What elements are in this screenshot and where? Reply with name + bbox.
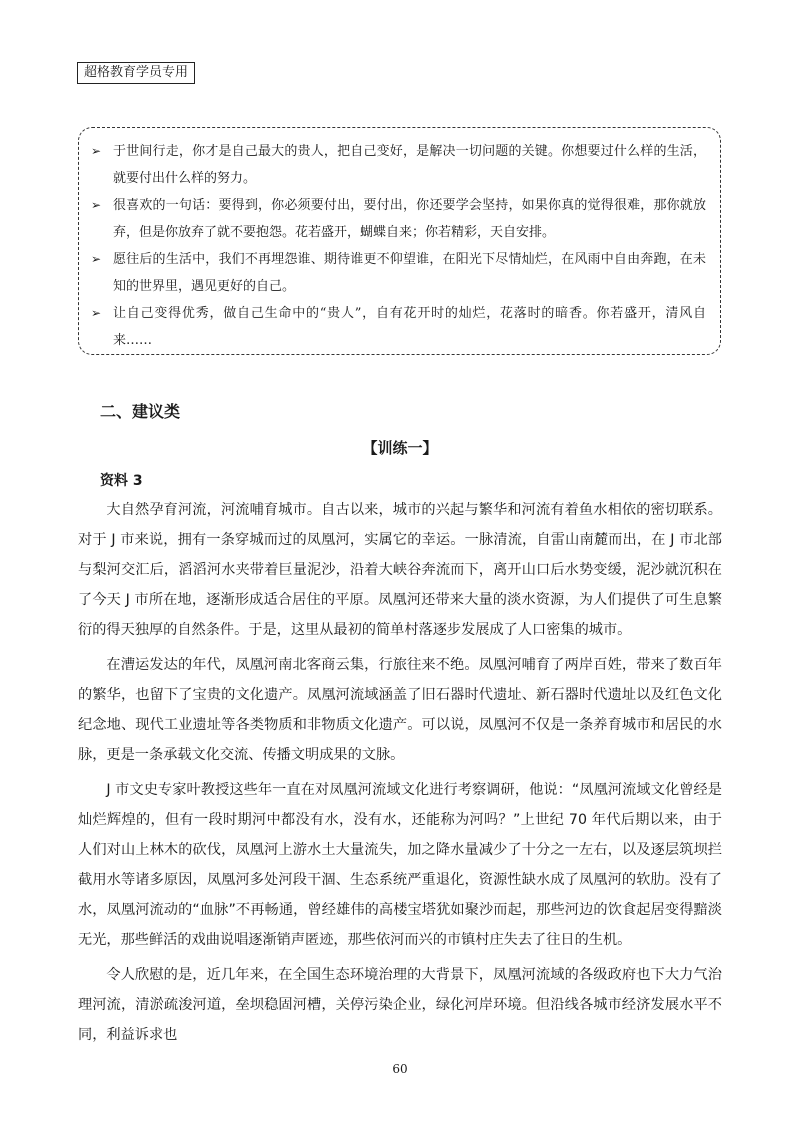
arrow-bullet-icon: ➢: [91, 198, 102, 212]
quote-item: [91, 246, 706, 300]
quote-item: [91, 300, 706, 354]
arrow-bullet-icon: ➢: [91, 252, 102, 266]
paragraph: 在漕运发达的年代，凤凰河南北客商云集，行旅往来不绝。凤凰河哺育了两岸百姓，带来了数百年的繁华，也留下了宝贵的文化遗产。凤凰河流域涵盖了旧石器时代遗址、新石器时代遗址以及红色文化纪念地、现代工业遗址等各类物质和非物质文化遗产。可以说，凤凰河不仅是一条养育城市和居民的水脉，更是一条承载文化交流、传播文明成果的文脉。: [78, 657, 722, 763]
section-heading: 二、建议类: [100, 402, 181, 421]
quote-box: [78, 127, 721, 355]
quote-text: 愿往后的生活中，我们不再埋怨谁、期待谁更不仰望谁，在阳光下尽情灿烂，在风雨中自由奔跑，在未知的世界里，遇见更好的自己。: [113, 252, 706, 294]
arrow-bullet-icon: ➢: [91, 144, 102, 158]
arrow-bullet-icon: ➢: [91, 306, 102, 320]
paragraph: J 市文史专家叶教授这些年一直在对凤凰河流域文化进行考察调研，他说：“凤凰河流域文化曾经是灿烂辉煌的，但有一段时期河中都没有水，没有水，还能称为河吗？”上世纪 70 年代后期以来，由于人们对山上林木的砍伐，凤凰河上游水土大量流失，加之降水量减少了十分之一左右，以及逐层筑坝拦截用水等诸多原因，凤凰河多处河段干涸、生态系统严重退化，资源性缺水成了凤凰河的软肋。没有了水，凤凰河流动的“血脉”不再畅通，曾经雄伟的高楼宝塔犹如聚沙而起，那些河边的饮食起居变得黯淡无光，那些鲜活的戏曲说唱逐渐销声匿迹，那些依河而兴的市镇村庄失去了往日的生机。: [78, 782, 722, 948]
quote-text: 很喜欢的一句话：要得到，你必须要付出，要付出，你还要学会坚持，如果你真的觉得很难，那你就放弃，但是你放弃了就不要抱怨。花若盛开，蝴蝶自来；你若精彩，天自安排。: [113, 198, 706, 240]
header-tag: 超格教育学员专用: [77, 62, 195, 84]
quote-text: 于世间行走，你才是自己最大的贵人，把自己变好，是解决一切问题的关键。你想要过什么样的生活，就要付出什么样的努力。: [113, 144, 706, 186]
paragraph: 令人欣慰的是，近几年来，在全国生态环境治理的大背景下，凤凰河流域的各级政府也下大力气治理河流，清淤疏浚河道，垒坝稳固河槽，关停污染企业，绿化河岸环境。但沿线各城市经济发展水平不同，利益诉求也: [78, 967, 722, 1043]
quote-item: [91, 138, 706, 192]
material-label: 资料 3: [100, 473, 143, 489]
paragraph: 大自然孕育河流，河流哺育城市。自古以来，城市的兴起与繁华和河流有着鱼水相依的密切联系。对于 J 市来说，拥有一条穿城而过的凤凰河，实属它的幸运。一脉清流，自雷山南麓而出，在 J 市北部与梨河交汇后，滔滔河水夹带着巨量泥沙，沿着大峡谷奔流而下，离开山口后水势变缓，泥沙就沉积在了今天 J 市所在地，逐渐形成适合居住的平原。凤凰河还带来大量的淡水资源，为人们提供了可生息繁衍的得天独厚的自然条件。于是，这里从最初的简单村落逐步发展成了人口密集的城市。: [78, 502, 722, 638]
body-text: [78, 495, 722, 1055]
training-heading: 【训练一】: [362, 439, 438, 457]
quote-item: [91, 192, 706, 246]
quote-text: 让自己变得优秀，做自己生命中的“贵人”，自有花开时的灿烂，花落时的暗香。你若盛开，清风自来……: [113, 306, 706, 348]
page-number: 60: [392, 1062, 408, 1076]
